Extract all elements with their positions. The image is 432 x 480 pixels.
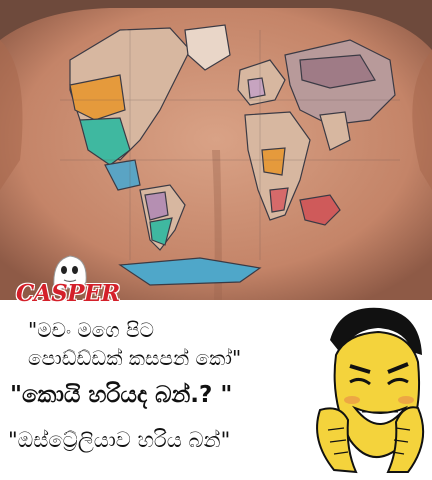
caption-answer: "ඔස්ට්‍රේලියාව හරිය බන්" — [8, 428, 231, 452]
caption-line-1: "මචං මගෙ පිට — [28, 318, 154, 342]
casper-logo — [12, 250, 130, 308]
caption-question: "කොයි හරියද බන්.? " — [10, 382, 233, 408]
casper-logo-text: CASPER — [16, 280, 120, 307]
caption-line-2: පොඩ්ඩ්ඩක් කසපන් කෝ" — [28, 346, 242, 370]
meme-face-image — [300, 300, 432, 480]
